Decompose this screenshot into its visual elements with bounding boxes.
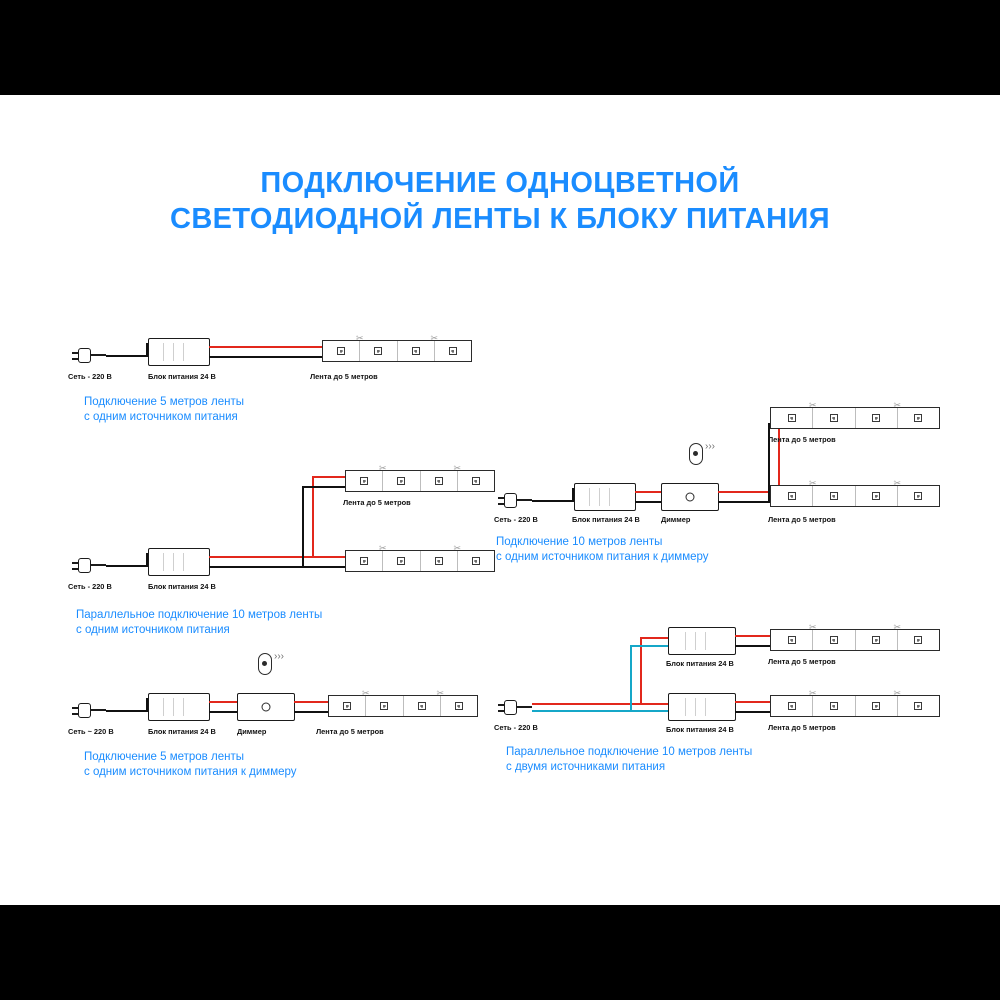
psu-to-dimmer-negative bbox=[635, 501, 663, 503]
branch-wire-negative-riser bbox=[302, 486, 304, 568]
psu-vent bbox=[173, 553, 174, 571]
strip-segment bbox=[898, 696, 939, 716]
led-chip-icon bbox=[472, 557, 480, 565]
psu-vent bbox=[705, 698, 706, 716]
diagram-canvas bbox=[0, 95, 1000, 905]
led-chip-icon bbox=[788, 636, 796, 644]
psu-vent bbox=[183, 343, 184, 361]
mains-feed-lower-positive bbox=[640, 703, 670, 705]
led-chip-icon bbox=[872, 492, 880, 500]
caption-4 bbox=[496, 535, 709, 565]
plug-cord bbox=[516, 706, 532, 708]
label-strip-5a: Лента до 5 метров bbox=[768, 657, 836, 666]
label-psu-5a: Блок питания 24 В bbox=[666, 659, 734, 668]
strip-segment bbox=[771, 478, 817, 506]
led-strip-3 bbox=[328, 688, 478, 717]
psu-vent bbox=[705, 632, 706, 650]
cut-mark-icon: ✂ bbox=[453, 463, 462, 473]
psu-vent bbox=[685, 698, 686, 716]
mains-plug-icon bbox=[72, 558, 108, 574]
diagram-2 bbox=[60, 460, 480, 636]
label-strip-4b: Лента до 5 метров bbox=[768, 515, 836, 524]
led-chip-icon bbox=[412, 347, 420, 355]
plug-cord bbox=[90, 709, 106, 711]
strip-segment bbox=[771, 400, 817, 428]
power-supply-3 bbox=[148, 693, 210, 721]
strip-segment bbox=[813, 696, 855, 716]
led-strip-5a bbox=[770, 622, 940, 651]
diagram-4 bbox=[490, 400, 960, 575]
strip-segment bbox=[856, 622, 902, 650]
mains-plug-icon bbox=[498, 493, 534, 509]
led-chip-icon bbox=[830, 492, 838, 500]
cut-mark-icon: ✂ bbox=[893, 400, 902, 410]
page-title-line-1: ПОДКЛЮЧЕНИЕ ОДНОЦВЕТНОЙ bbox=[260, 167, 740, 199]
label-strip-3: Лента до 5 метров bbox=[316, 727, 384, 736]
label-strip-5b: Лента до 5 метров bbox=[768, 723, 836, 732]
psu-to-dimmer-positive bbox=[209, 701, 239, 703]
caption-3-line-1: Подключение 5 метров ленты bbox=[84, 751, 244, 763]
psu-vent bbox=[173, 698, 174, 716]
psu-vent bbox=[589, 488, 590, 506]
dimmer-knob-icon bbox=[686, 493, 695, 502]
label-psu-5b: Блок питания 24 В bbox=[666, 725, 734, 734]
mains-wire bbox=[106, 565, 148, 567]
cut-mark-icon: ✂ bbox=[808, 478, 817, 488]
strip-segment bbox=[346, 463, 387, 491]
label-mains-5: Сеть - 220 В bbox=[494, 723, 538, 732]
dimmer-knob-icon bbox=[262, 703, 271, 712]
led-chip-icon bbox=[914, 702, 922, 710]
label-psu-1: Блок питания 24 В bbox=[148, 372, 216, 381]
page-title-line-2: СВЕТОДИОДНОЙ ЛЕНТЫ К БЛОКУ ПИТАНИЯ bbox=[170, 203, 830, 235]
strip-segment bbox=[398, 333, 439, 361]
led-chip-icon bbox=[872, 636, 880, 644]
label-strip-4a: Лента до 5 метров bbox=[768, 435, 836, 444]
led-strip-5b bbox=[770, 688, 940, 717]
led-chip-icon bbox=[397, 557, 405, 565]
psu-vent bbox=[163, 553, 164, 571]
psu-vent bbox=[183, 698, 184, 716]
led-chip-icon bbox=[455, 702, 463, 710]
cut-mark-icon: ✂ bbox=[808, 688, 817, 698]
led-chip-icon bbox=[872, 702, 880, 710]
plug-cord bbox=[90, 564, 106, 566]
signal-waves-icon: ››› bbox=[705, 441, 715, 452]
psu-vent bbox=[695, 698, 696, 716]
mains-split-positive bbox=[532, 703, 642, 705]
led-strip-2a bbox=[345, 463, 495, 492]
led-chip-icon bbox=[397, 477, 405, 485]
output-wire-positive bbox=[209, 346, 329, 348]
mains-feed-lower-negative bbox=[630, 710, 670, 712]
led-strip-1 bbox=[322, 333, 472, 362]
cut-mark-icon: ✂ bbox=[893, 688, 902, 698]
led-chip-icon bbox=[830, 636, 838, 644]
diagram-5 bbox=[490, 615, 960, 785]
output-wire-negative bbox=[209, 356, 329, 358]
mains-split-negative-riser bbox=[630, 645, 632, 711]
led-chip-icon bbox=[914, 636, 922, 644]
led-chip-icon bbox=[374, 347, 382, 355]
caption-5-line-2: с двумя источниками питания bbox=[506, 761, 666, 773]
label-mains-2: Сеть - 220 В bbox=[68, 582, 112, 591]
strip-segment bbox=[441, 696, 477, 716]
led-chip-icon bbox=[472, 477, 480, 485]
led-chip-icon bbox=[418, 702, 426, 710]
strip-segment bbox=[813, 630, 855, 650]
led-chip-icon bbox=[788, 702, 796, 710]
label-dimmer-3: Диммер bbox=[237, 727, 267, 736]
mains-plug-icon bbox=[72, 348, 108, 364]
led-chip-icon bbox=[337, 347, 345, 355]
mains-wire bbox=[532, 500, 574, 502]
led-chip-icon bbox=[360, 477, 368, 485]
label-mains-4: Сеть - 220 В bbox=[494, 515, 538, 524]
strip-segment bbox=[366, 696, 403, 716]
page-title bbox=[0, 165, 1000, 237]
mains-wire bbox=[106, 710, 148, 712]
mains-split-negative-top bbox=[630, 645, 670, 647]
caption-1-line-1: Подключение 5 метров ленты bbox=[84, 396, 244, 408]
caption-2-line-1: Параллельное подключение 10 метров ленты bbox=[76, 609, 323, 621]
led-chip-icon bbox=[449, 347, 457, 355]
led-chip-icon bbox=[914, 492, 922, 500]
branch-wire-negative-top bbox=[302, 486, 350, 488]
strip-segment bbox=[360, 341, 397, 361]
strip-segment bbox=[458, 471, 494, 491]
label-mains-1: Сеть - 220 В bbox=[68, 372, 112, 381]
led-chip-icon bbox=[380, 702, 388, 710]
power-supply-2 bbox=[148, 548, 210, 576]
strip-segment bbox=[421, 543, 462, 571]
led-chip-icon bbox=[830, 702, 838, 710]
mains-split-positive-riser bbox=[640, 637, 642, 704]
led-chip-icon bbox=[788, 492, 796, 500]
strip-segment bbox=[813, 408, 855, 428]
caption-3 bbox=[84, 750, 297, 780]
led-strip-4b bbox=[770, 478, 940, 507]
led-chip-icon bbox=[343, 702, 351, 710]
strip-segment bbox=[323, 333, 364, 361]
dimmer-3 bbox=[237, 693, 295, 721]
led-chip-icon bbox=[788, 414, 796, 422]
psu-vent bbox=[163, 698, 164, 716]
label-strip-2a: Лента до 5 метров bbox=[343, 498, 411, 507]
plug-cord bbox=[90, 354, 106, 356]
caption-1 bbox=[84, 395, 244, 425]
cut-mark-icon: ✂ bbox=[808, 622, 817, 632]
cut-mark-icon: ✂ bbox=[378, 463, 387, 473]
strip-segment bbox=[898, 408, 939, 428]
psu-to-dimmer-negative bbox=[209, 711, 239, 713]
caption-1-line-2: с одним источником питания bbox=[84, 411, 238, 423]
caption-4-line-1: Подключение 10 метров ленты bbox=[496, 536, 663, 548]
psu-vent bbox=[609, 488, 610, 506]
branch-wire-positive-riser bbox=[312, 476, 314, 558]
cut-mark-icon: ✂ bbox=[430, 333, 439, 343]
mains-wire bbox=[106, 355, 148, 357]
psu-vent bbox=[685, 632, 686, 650]
psu-vent bbox=[599, 488, 600, 506]
label-psu-4: Блок питания 24 В bbox=[572, 515, 640, 524]
strip-segment bbox=[383, 471, 420, 491]
led-chip-icon bbox=[435, 477, 443, 485]
strip-segment bbox=[383, 551, 420, 571]
cut-mark-icon: ✂ bbox=[436, 688, 445, 698]
psu-vent bbox=[163, 343, 164, 361]
label-dimmer-4: Диммер bbox=[661, 515, 691, 524]
signal-waves-icon: ››› bbox=[274, 651, 284, 662]
led-chip-icon bbox=[830, 414, 838, 422]
strip-segment bbox=[421, 463, 462, 491]
strip-segment bbox=[458, 551, 494, 571]
strip-segment bbox=[404, 688, 445, 716]
psu-to-dimmer-positive bbox=[635, 491, 663, 493]
power-supply-5b bbox=[668, 693, 736, 721]
mains-plug-icon bbox=[498, 700, 534, 716]
caption-2-line-2: с одним источником питания bbox=[76, 624, 230, 636]
cut-mark-icon: ✂ bbox=[361, 688, 370, 698]
label-psu-2: Блок питания 24 В bbox=[148, 582, 216, 591]
caption-5 bbox=[506, 745, 752, 775]
led-strip-2b bbox=[345, 543, 495, 572]
led-chip-icon bbox=[360, 557, 368, 565]
led-chip-icon bbox=[914, 414, 922, 422]
led-chip-icon bbox=[435, 557, 443, 565]
label-psu-3: Блок питания 24 В bbox=[148, 727, 216, 736]
label-mains-3: Сеть ~ 220 В bbox=[68, 727, 114, 736]
label-strip-1: Лента до 5 метров bbox=[310, 372, 378, 381]
strip-segment bbox=[771, 622, 817, 650]
diagram-1 bbox=[60, 330, 480, 460]
strip-segment bbox=[856, 688, 902, 716]
mains-split-negative bbox=[532, 710, 632, 712]
strip-segment bbox=[898, 486, 939, 506]
strip-segment bbox=[771, 688, 817, 716]
caption-3-line-2: с одним источником питания к диммеру bbox=[84, 766, 297, 778]
led-chip-icon bbox=[872, 414, 880, 422]
caption-4-line-2: с одним источником питания к диммеру bbox=[496, 551, 709, 563]
mains-split-positive-top bbox=[640, 637, 670, 639]
mains-plug-icon bbox=[72, 703, 108, 719]
output-wire-negative bbox=[209, 566, 304, 568]
strip-segment bbox=[813, 486, 855, 506]
cut-mark-icon: ✂ bbox=[378, 543, 387, 553]
psu-vent bbox=[695, 632, 696, 650]
power-supply-5a bbox=[668, 627, 736, 655]
branch-wire-negative-bottom bbox=[302, 566, 350, 568]
output-wire-positive bbox=[209, 556, 314, 558]
cut-mark-icon: ✂ bbox=[453, 543, 462, 553]
power-supply-1 bbox=[148, 338, 210, 366]
strip-segment bbox=[856, 400, 902, 428]
led-strip-4a bbox=[770, 400, 940, 429]
cut-mark-icon: ✂ bbox=[808, 400, 817, 410]
plug-cord bbox=[516, 499, 532, 501]
psu-vent bbox=[183, 553, 184, 571]
strip-segment bbox=[435, 341, 471, 361]
dimmer-4 bbox=[661, 483, 719, 511]
cut-mark-icon: ✂ bbox=[893, 478, 902, 488]
dimmer-out-negative bbox=[718, 501, 770, 503]
diagram-3 bbox=[60, 651, 480, 825]
strip-segment bbox=[329, 688, 370, 716]
cut-mark-icon: ✂ bbox=[893, 622, 902, 632]
strip-segment bbox=[856, 478, 902, 506]
psu-vent bbox=[173, 343, 174, 361]
caption-2 bbox=[76, 608, 322, 638]
strip-segment bbox=[898, 630, 939, 650]
strip-segment bbox=[346, 543, 387, 571]
cut-mark-icon: ✂ bbox=[355, 333, 364, 343]
caption-5-line-1: Параллельное подключение 10 метров ленты bbox=[506, 746, 753, 758]
power-supply-4 bbox=[574, 483, 636, 511]
